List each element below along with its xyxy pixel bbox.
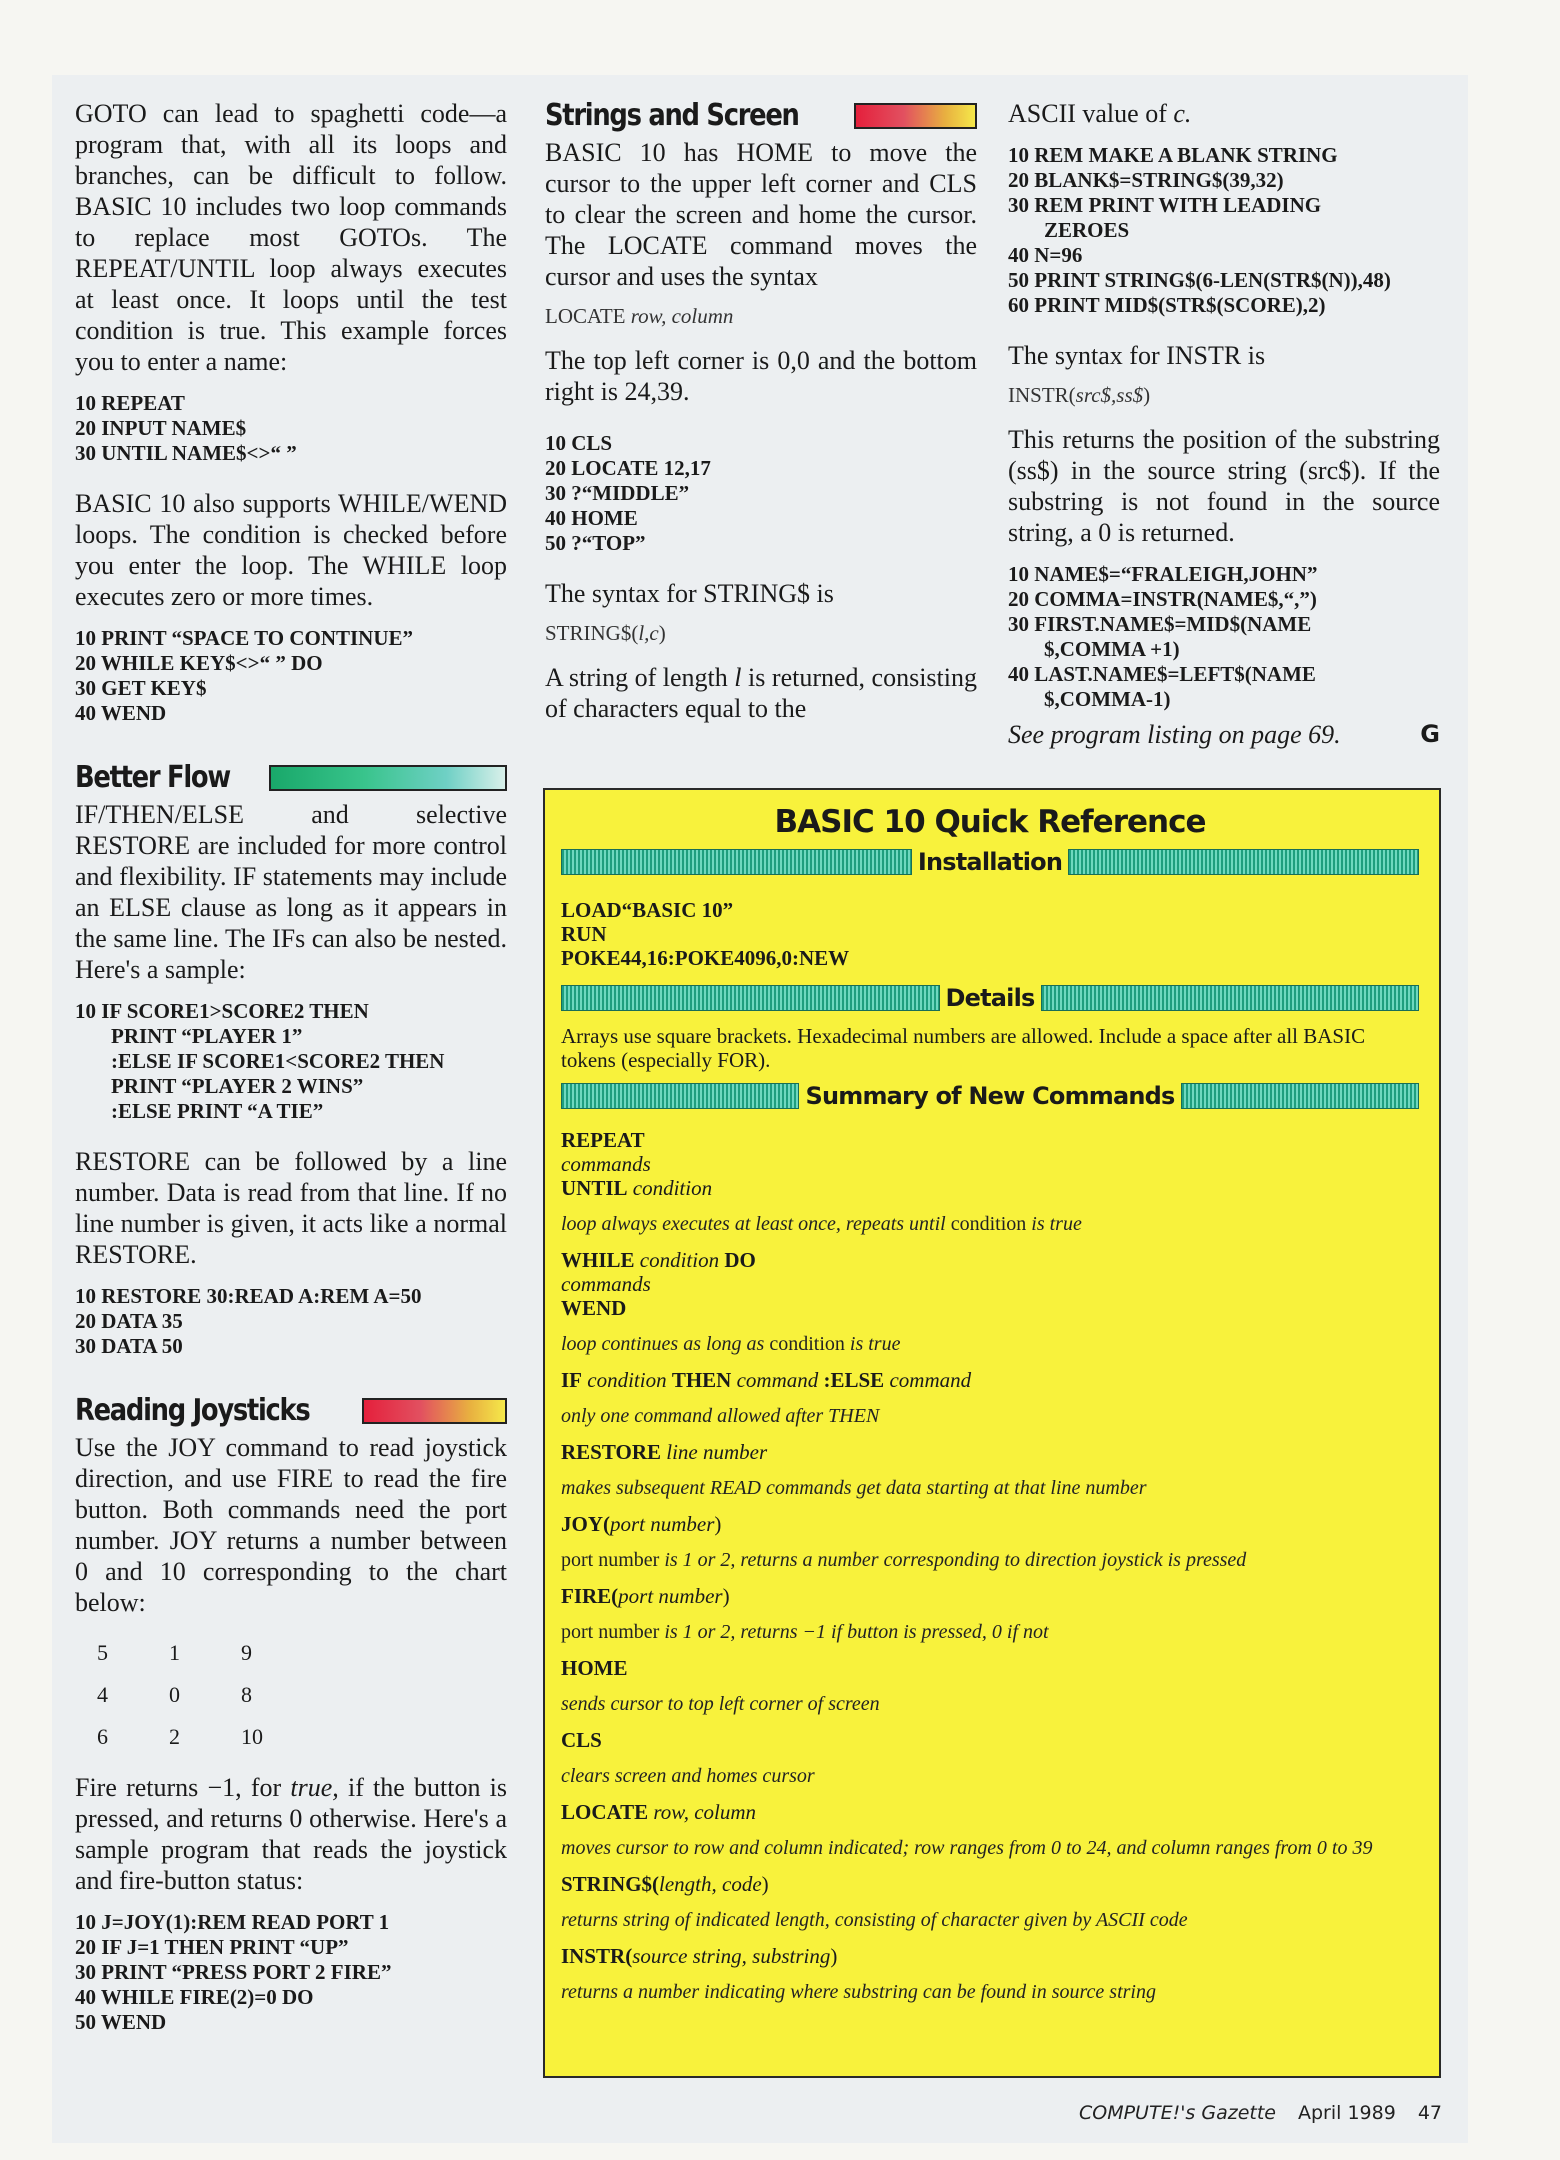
desc-text: is 1 or 2, returns a number corresponding to direction joystick is pressed bbox=[659, 1549, 1247, 1571]
magazine-name: COMPUTE!'s Gazette bbox=[1078, 2102, 1276, 2124]
syntax-keyword: INSTR( bbox=[1008, 383, 1076, 407]
section-label: Installation bbox=[917, 848, 1063, 876]
desc-text: condition bbox=[769, 1333, 845, 1355]
code-line: 60 PRINT MID$(STR$(SCORE),2) bbox=[1008, 293, 1326, 317]
keyword: :ELSE bbox=[823, 1368, 885, 1392]
desc-while bbox=[561, 1332, 1419, 1356]
code-line: 10 RESTORE 30:READ A:REM A=50 bbox=[75, 1284, 422, 1308]
keyword: UNTIL bbox=[561, 1176, 628, 1200]
code-line: LOAD“BASIC 10” bbox=[561, 898, 734, 922]
paragraph-string-syntax: The syntax for STRING$ is bbox=[545, 579, 834, 608]
keyword: RESTORE bbox=[561, 1440, 661, 1464]
code-line: 10 IF SCORE1>SCORE2 THEN bbox=[75, 999, 369, 1023]
code-line: 50 WEND bbox=[75, 2010, 167, 2034]
desc-text: is 1 or 2, returns −1 if button is pressed, 0 if not bbox=[659, 1621, 1049, 1643]
desc-text: is true bbox=[1026, 1213, 1082, 1235]
syntax-args: row, column bbox=[625, 304, 734, 328]
keyword: WEND bbox=[561, 1296, 627, 1320]
arg: condition bbox=[634, 1248, 725, 1272]
code-line: 10 REM MAKE A BLANK STRING bbox=[1008, 143, 1338, 167]
cmd-instr bbox=[561, 1944, 1419, 1968]
chart-cell: 6 bbox=[97, 1724, 108, 1749]
chart-cell: 8 bbox=[241, 1682, 252, 1707]
arg: port number bbox=[610, 1512, 715, 1536]
cmd-fire bbox=[561, 1584, 1419, 1608]
program-listing-note bbox=[1008, 720, 1440, 750]
code-line: RUN bbox=[561, 922, 607, 946]
code-restore bbox=[75, 1284, 507, 1359]
code-line: 10 NAME$=“FRALEIGH,JOHN” bbox=[1008, 562, 1318, 586]
text-run-italic: c. bbox=[1173, 99, 1192, 128]
code-line: 20 IF J=1 THEN PRINT “UP” bbox=[75, 1935, 349, 1959]
code-line: 40 LAST.NAME$=LEFT$(NAME bbox=[1008, 662, 1316, 686]
desc-fire bbox=[561, 1620, 1419, 1644]
paragraph-home-cls: BASIC 10 has HOME to move the cursor to the upper left corner and CLS to clear the screen and home the cursor. The LOCATE command moves the cursor and uses the syntax bbox=[545, 138, 977, 291]
paragraph-if-then-else: IF/THEN/ELSE and selective RESTORE are included for more control and flexibility. IF statements may include an ELSE clause as long as it appears in the same line. The IFs can also be nested. Here's a sample: bbox=[75, 800, 507, 984]
decorative-gradient-bar bbox=[854, 103, 977, 129]
details-text: Arrays use square brackets. Hexadecimal numbers are allowed. Include a space after all BASIC tokens (especially FOR). bbox=[561, 1024, 1366, 1072]
syntax-end: ) bbox=[714, 1512, 722, 1536]
syntax-end: ) bbox=[830, 1944, 838, 1968]
cmd-home bbox=[561, 1656, 1419, 1680]
cmd-joy bbox=[561, 1512, 1419, 1536]
text-run-italic: true, bbox=[290, 1773, 339, 1802]
chart-cell: 4 bbox=[97, 1682, 108, 1707]
arg: length, code bbox=[659, 1872, 762, 1896]
desc-home: sends cursor to top left corner of screen bbox=[561, 1693, 880, 1715]
syntax-args: src$,ss$ bbox=[1075, 383, 1144, 407]
chart-row bbox=[97, 1716, 507, 1758]
section-title: Better Flow bbox=[75, 760, 230, 795]
page-number: 47 bbox=[1417, 2102, 1442, 2124]
text-run: Fire returns −1, for bbox=[75, 1773, 291, 1802]
paragraph-ascii bbox=[1008, 98, 1440, 129]
decorative-gradient-bar bbox=[362, 1398, 507, 1424]
decorative-stripe bbox=[561, 1083, 799, 1109]
chart-cell: 5 bbox=[97, 1640, 108, 1665]
text-run: if the button is pressed, and returns 0 otherwise. Here's a sample program that reads the joystick and fire-button status: bbox=[75, 1773, 508, 1895]
chart-cell: 2 bbox=[169, 1724, 180, 1749]
section-summary bbox=[561, 1082, 1419, 1110]
keyword: INSTR( bbox=[561, 1944, 633, 1968]
code-line: POKE44,16:POKE4096,0:NEW bbox=[561, 946, 850, 970]
desc-text: is true bbox=[844, 1333, 901, 1355]
heading-strings-and-screen bbox=[545, 98, 977, 133]
quick-reference-title: BASIC 10 Quick Reference bbox=[774, 804, 1206, 840]
page-footer bbox=[1079, 2102, 1442, 2124]
section-installation bbox=[561, 848, 1419, 876]
code-line: PRINT “PLAYER 2 WINS” bbox=[111, 1074, 364, 1098]
syntax-instr bbox=[1008, 383, 1440, 408]
code-line: 10 PRINT “SPACE TO CONTINUE” bbox=[75, 626, 414, 650]
decorative-stripe bbox=[1041, 985, 1420, 1011]
code-if-then-else bbox=[75, 999, 507, 1124]
desc-text: loop always executes at least once, repeats until bbox=[561, 1213, 951, 1235]
decorative-stripe bbox=[561, 849, 912, 875]
chart-cell: 1 bbox=[169, 1640, 180, 1665]
paragraph-while-wend: BASIC 10 also supports WHILE/WEND loops. The condition is checked before you enter the loop. The WHILE loop executes zero or more times. bbox=[75, 489, 507, 611]
listing-text: See program listing on page 69. bbox=[1008, 720, 1341, 749]
code-line: 30 FIRST.NAME$=MID$(NAME bbox=[1008, 612, 1312, 636]
arg: command bbox=[884, 1368, 972, 1392]
heading-reading-joysticks bbox=[75, 1393, 507, 1428]
code-line: 40 WEND bbox=[75, 701, 167, 725]
desc-joy bbox=[561, 1548, 1419, 1572]
chart-row bbox=[97, 1632, 507, 1674]
section-title: Strings and Screen bbox=[545, 98, 799, 133]
cmd-if bbox=[561, 1368, 1419, 1392]
text-run: A string of length bbox=[545, 663, 735, 692]
code-line: PRINT “PLAYER 1” bbox=[111, 1024, 303, 1048]
paragraph-string-length bbox=[545, 662, 977, 724]
code-line: 40 N=96 bbox=[1008, 243, 1083, 267]
arg: line number bbox=[661, 1440, 768, 1464]
desc-cls: clears screen and homes cursor bbox=[561, 1765, 815, 1787]
code-locate bbox=[545, 431, 977, 556]
syntax-end: ) bbox=[761, 1872, 769, 1896]
decorative-stripe bbox=[561, 985, 940, 1011]
paragraph-goto: GOTO can lead to spaghetti code—a program that, with all its loops and branches, can be difficult to follow. BASIC 10 includes two loop commands to replace most GOTOs. The REPEAT/UNTIL loop always executes at least once. It loops until the test condition is true. This example forces you to enter a name: bbox=[75, 99, 507, 376]
keyword: FIRE( bbox=[561, 1584, 619, 1608]
desc-locate: moves cursor to row and column indicated; row ranges from 0 to 24, and column ranges from 0 to 39 bbox=[561, 1837, 1373, 1859]
heading-better-flow bbox=[75, 760, 507, 795]
syntax-end: ) bbox=[722, 1584, 730, 1608]
column-middle bbox=[545, 98, 977, 738]
keyword: IF bbox=[561, 1368, 582, 1392]
text-run-italic: l bbox=[734, 663, 742, 692]
section-title: Reading Joysticks bbox=[75, 1393, 310, 1428]
arg: commands bbox=[561, 1272, 651, 1296]
code-line: 10 J=JOY(1):REM READ PORT 1 bbox=[75, 1910, 390, 1934]
desc-repeat bbox=[561, 1212, 1419, 1236]
desc-if: only one command allowed after THEN bbox=[561, 1405, 880, 1427]
paragraph-instr-syntax: The syntax for INSTR is bbox=[1008, 341, 1266, 370]
code-while-wend bbox=[75, 626, 507, 726]
paragraph-fire bbox=[75, 1772, 507, 1896]
syntax-args: l,c bbox=[638, 621, 659, 645]
keyword: JOY( bbox=[561, 1512, 610, 1536]
code-line: 30 REM PRINT WITH LEADING bbox=[1008, 193, 1322, 217]
text-run: is returned, consisting of characters equal to the bbox=[545, 663, 977, 723]
keyword: HOME bbox=[561, 1656, 628, 1680]
code-line: $,COMMA-1) bbox=[1044, 687, 1171, 711]
code-line: 20 LOCATE 12,17 bbox=[545, 456, 711, 480]
syntax-string bbox=[545, 621, 977, 646]
arg: commands bbox=[561, 1152, 651, 1176]
paragraph-restore: RESTORE can be followed by a line number. Data is read from that line. If no line number is given, it acts like a normal RESTORE. bbox=[75, 1147, 507, 1269]
syntax-end: ) bbox=[658, 621, 666, 645]
section-label: Details bbox=[945, 984, 1035, 1012]
code-line: 20 COMMA=INSTR(NAME$,“,”) bbox=[1008, 587, 1317, 611]
keyword: STRING$( bbox=[561, 1872, 660, 1896]
syntax-keyword: STRING$( bbox=[545, 621, 639, 645]
code-line: 40 HOME bbox=[545, 506, 638, 530]
cmd-string bbox=[561, 1872, 1419, 1896]
quick-reference-box bbox=[543, 788, 1441, 2078]
syntax-end: ) bbox=[1143, 383, 1151, 407]
paragraph-instr: This returns the position of the substring (ss$) in the source string (src$). If the substring is not found in the source string, a 0 is returned. bbox=[1008, 425, 1440, 547]
desc-text: loop continues as long as bbox=[561, 1333, 770, 1355]
arg: condition bbox=[627, 1176, 713, 1200]
joystick-direction-chart bbox=[97, 1632, 507, 1758]
code-line: ZEROES bbox=[1044, 218, 1130, 242]
arg: source string, substring bbox=[632, 1944, 831, 1968]
chart-cell: 10 bbox=[241, 1724, 263, 1749]
arg: condition bbox=[582, 1368, 672, 1392]
code-line: 20 DATA 35 bbox=[75, 1309, 183, 1333]
code-repeat-until bbox=[75, 391, 507, 466]
chart-row bbox=[97, 1674, 507, 1716]
column-right bbox=[1008, 98, 1440, 750]
code-joystick bbox=[75, 1910, 507, 2035]
code-line: 50 PRINT STRING$(6-LEN(STR$(N)),48) bbox=[1008, 268, 1391, 292]
section-label: Summary of New Commands bbox=[805, 1082, 1175, 1110]
keyword: CLS bbox=[561, 1728, 602, 1752]
decorative-stripe bbox=[1181, 1083, 1419, 1109]
column-left bbox=[75, 98, 507, 2057]
code-line: 30 UNTIL NAME$<>“ ” bbox=[75, 441, 297, 465]
installation-code bbox=[561, 898, 1419, 970]
syntax-locate bbox=[545, 304, 977, 329]
desc-string: returns string of indicated length, consisting of character given by ASCII code bbox=[561, 1909, 1188, 1931]
code-line: :ELSE IF SCORE1<SCORE2 THEN bbox=[111, 1049, 445, 1073]
keyword: DO bbox=[724, 1248, 756, 1272]
desc-text: condition bbox=[950, 1213, 1027, 1235]
desc-text: port number bbox=[561, 1549, 660, 1571]
keyword: REPEAT bbox=[561, 1128, 645, 1152]
end-mark: G bbox=[1420, 720, 1440, 748]
code-line: 30 GET KEY$ bbox=[75, 676, 207, 700]
cmd-restore bbox=[561, 1440, 1419, 1464]
code-string bbox=[1008, 143, 1440, 318]
code-line: 10 CLS bbox=[545, 431, 613, 455]
code-line: 30 PRINT “PRESS PORT 2 FIRE” bbox=[75, 1960, 392, 1984]
decorative-stripe bbox=[1068, 849, 1419, 875]
code-line: 50 ?“TOP” bbox=[545, 531, 646, 555]
code-line: 20 WHILE KEY$<>“ ” DO bbox=[75, 651, 323, 675]
code-line: $,COMMA +1) bbox=[1044, 637, 1180, 661]
text-run: ASCII value of bbox=[1008, 99, 1174, 128]
keyword: LOCATE bbox=[561, 1800, 649, 1824]
chart-cell: 0 bbox=[169, 1682, 180, 1707]
desc-text: port number bbox=[561, 1621, 660, 1643]
code-line: 30 DATA 50 bbox=[75, 1334, 183, 1358]
cmd-cls bbox=[561, 1728, 1419, 1752]
cmd-locate bbox=[561, 1800, 1419, 1824]
arg: command bbox=[731, 1368, 824, 1392]
paragraph-corners: The top left corner is 0,0 and the bottom right is 24,39. bbox=[545, 346, 977, 406]
code-line: 30 ?“MIDDLE” bbox=[545, 481, 690, 505]
code-line: 20 INPUT NAME$ bbox=[75, 416, 247, 440]
arg: row, column bbox=[648, 1800, 757, 1824]
paragraph-joy: Use the JOY command to read joystick direction, and use FIRE to read the fire button. Both commands need the port number. JOY returns a number between 0 and 10 corresponding to the chart below: bbox=[75, 1433, 507, 1617]
keyword: THEN bbox=[671, 1368, 732, 1392]
cmd-repeat bbox=[561, 1128, 1419, 1200]
chart-cell: 9 bbox=[241, 1640, 252, 1665]
section-details bbox=[561, 984, 1419, 1012]
keyword: WHILE bbox=[561, 1248, 635, 1272]
issue-date: April 1989 bbox=[1297, 2102, 1396, 2124]
code-instr bbox=[1008, 562, 1440, 712]
code-line: 20 BLANK$=STRING$(39,32) bbox=[1008, 168, 1284, 192]
code-line: 40 WHILE FIRE(2)=0 DO bbox=[75, 1985, 314, 2009]
arg: port number bbox=[618, 1584, 723, 1608]
cmd-while bbox=[561, 1248, 1419, 1320]
desc-instr: returns a number indicating where substring can be found in source string bbox=[561, 1981, 1156, 2003]
syntax-keyword: LOCATE bbox=[545, 304, 626, 328]
code-line: :ELSE PRINT “A TIE” bbox=[111, 1099, 324, 1123]
code-line: 10 REPEAT bbox=[75, 391, 185, 415]
decorative-gradient-bar bbox=[269, 765, 507, 791]
desc-restore: makes subsequent READ commands get data starting at that line number bbox=[561, 1477, 1147, 1499]
